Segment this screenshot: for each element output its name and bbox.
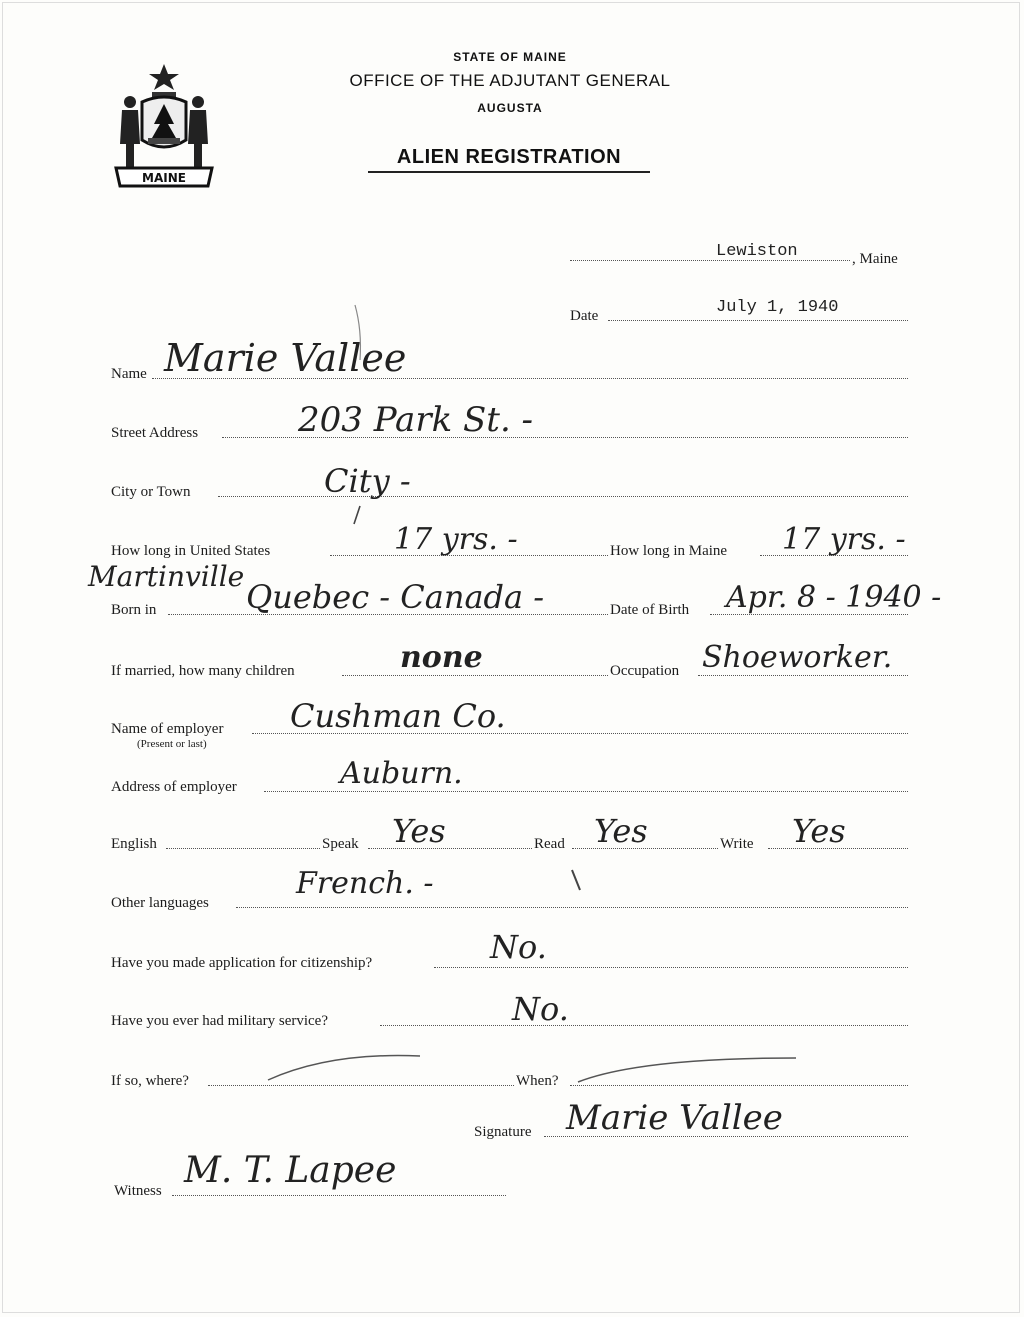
if-where-line	[208, 1085, 514, 1086]
how-long-us-label: How long in United States	[111, 543, 271, 559]
military-line	[380, 1025, 908, 1026]
employer-note: (Present or last)	[137, 738, 207, 750]
citizenship-value: No.	[490, 928, 547, 966]
occupation-label: Occupation	[610, 663, 680, 679]
when-line	[570, 1085, 908, 1086]
signature-label: Signature	[474, 1124, 532, 1140]
married-children-label: If married, how many children	[111, 663, 295, 679]
name-label: Name	[111, 366, 147, 382]
street-address-label: Street Address	[111, 425, 199, 441]
witness-value: M. T. Lapee	[184, 1150, 397, 1191]
employer-address-label: Address of employer	[111, 779, 237, 795]
office-heading: OFFICE OF THE ADJUTANT GENERAL	[349, 71, 671, 90]
occupation-value: Shoeworker.	[702, 640, 893, 675]
maine-seal-icon	[112, 62, 216, 188]
married-children-line	[342, 675, 608, 676]
city-town-line	[218, 496, 908, 497]
born-in-label: Born in	[111, 602, 157, 618]
other-languages-label: Other languages	[111, 895, 209, 911]
read-label: Read	[534, 836, 565, 852]
date-of-birth-label: Date of Birth	[610, 602, 690, 618]
state-heading: STATE OF MAINE	[453, 50, 567, 64]
speak-label: Speak	[322, 836, 359, 852]
if-where-label: If so, where?	[111, 1073, 189, 1089]
how-long-maine-value: 17 yrs. -	[782, 522, 906, 557]
english-label: English	[111, 836, 157, 852]
witness-label: Witness	[114, 1183, 162, 1199]
date-label: Date	[570, 308, 599, 324]
date-line	[608, 320, 908, 321]
date-of-birth-value: Apr. 8 - 1940 -	[726, 580, 942, 615]
city-town-value: City -	[324, 462, 411, 500]
employer-address-line	[264, 791, 908, 792]
read-value: Yes	[594, 812, 648, 850]
write-label: Write	[720, 836, 754, 852]
maine-label: , Maine	[852, 251, 898, 267]
military-label: Have you ever had military service?	[111, 1013, 328, 1029]
city-heading: AUGUSTA	[477, 101, 543, 115]
how-long-maine-label: How long in Maine	[610, 543, 728, 559]
date-value: July 1, 1940	[716, 298, 839, 317]
town-line	[570, 260, 850, 261]
seal-scroll-text: MAINE	[142, 171, 186, 185]
speak-value: Yes	[392, 812, 446, 850]
city-town-label: City or Town	[111, 484, 191, 500]
how-long-us-value: 17 yrs. -	[394, 522, 518, 557]
town-value: Lewiston	[716, 242, 798, 261]
other-languages-value: French. -	[296, 866, 434, 901]
english-line	[166, 848, 320, 849]
employer-address-value: Auburn.	[340, 756, 463, 791]
citizenship-label: Have you made application for citizenship?	[111, 955, 373, 971]
witness-line	[172, 1195, 506, 1196]
military-value: No.	[512, 990, 569, 1028]
signature-value: Marie Vallee	[566, 1098, 783, 1138]
when-label: When?	[516, 1073, 559, 1089]
street-address-value: 203 Park St. -	[298, 400, 534, 440]
citizenship-line	[434, 967, 908, 968]
form-title: ALIEN REGISTRATION	[368, 146, 650, 173]
employer-name-value: Cushman Co.	[290, 697, 506, 735]
occupation-line	[698, 675, 908, 676]
born-in-value: Quebec - Canada -	[246, 578, 545, 616]
born-town-value: Martinville	[88, 560, 245, 593]
other-languages-line	[236, 907, 908, 908]
name-value: Marie Vallee	[164, 336, 407, 380]
employer-name-label: Name of employer	[111, 721, 224, 737]
married-children-value: none	[400, 640, 483, 675]
write-value: Yes	[792, 812, 846, 850]
